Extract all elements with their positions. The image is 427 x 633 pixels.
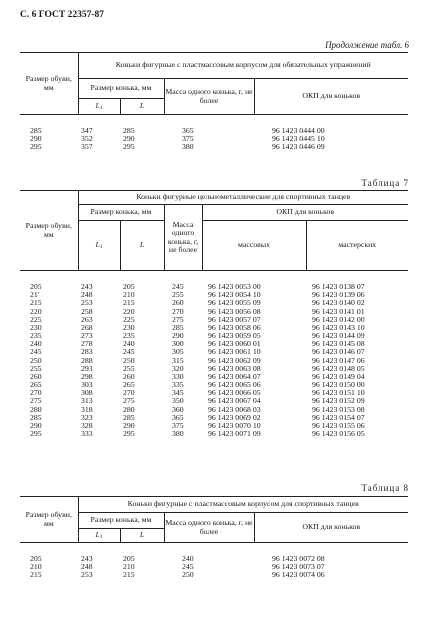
- table-cell: 245: [172, 282, 184, 291]
- page-header: С. 6 ГОСТ 22357-87: [20, 10, 105, 20]
- table-cell: 265: [123, 380, 135, 390]
- table7-size-header: Размер обуви, мм: [20, 191, 78, 271]
- table-cell: 308: [81, 388, 93, 398]
- table-cell: 268: [81, 322, 93, 332]
- table-row: 205 243 205 240 96 1423 0072 08: [30, 554, 325, 563]
- table-cell: 235: [30, 331, 42, 341]
- table-cell: 283: [81, 347, 93, 357]
- table8-mass-header: Масса одного конька, г, не более: [164, 513, 254, 543]
- table-cell: 96 1423 0058 06: [208, 322, 261, 332]
- table-cell: 243: [81, 282, 93, 291]
- table-cell: 290: [30, 420, 42, 430]
- table-cell: 96 1423 0139 06: [312, 290, 365, 300]
- table-cell: 205: [123, 282, 135, 291]
- table-row: [20, 430, 408, 438]
- table-cell: 96 1423 0151 10: [312, 388, 365, 398]
- table-cell: 275: [123, 396, 135, 406]
- table7-okp-header: ОКП для коньков: [202, 205, 408, 221]
- table7-group-title: Коньки фигурные цельнометаллические для спортивных танцев: [78, 191, 408, 205]
- table-cell: 96 1423 0059 05: [208, 331, 261, 341]
- table-cell: 278: [81, 339, 93, 349]
- table-cell: 285: [30, 412, 42, 422]
- table-cell: 96 1423 0060 01: [208, 339, 261, 349]
- table-cell: 263: [81, 314, 93, 324]
- table-cell: 320: [172, 363, 184, 373]
- table-cell: 96 1423 0063 08: [208, 363, 261, 373]
- table7-mass-header: Масса одного конька, г, не более: [164, 205, 202, 271]
- table-cell: 350: [172, 396, 184, 406]
- table-cell: 205: [30, 282, 42, 291]
- table-row: 285 347 285 365 96 1423 0444 00: [30, 126, 325, 135]
- table-cell: 298: [81, 371, 93, 381]
- table7-mass-production-header: массовых: [202, 221, 306, 271]
- table-cell: 360: [172, 404, 184, 414]
- table7-label: Таблица 7: [361, 178, 409, 188]
- table-cell: 210: [123, 290, 135, 300]
- table-cell: 288: [81, 355, 93, 365]
- table-cell: 96 1423 0143 10: [312, 322, 365, 332]
- table-cell: 280: [30, 404, 42, 414]
- table-cell: 215: [30, 298, 42, 308]
- table-cell: 96 1423 0053 00: [208, 282, 261, 291]
- table-row: 295 357 295 380 96 1423 0446 09: [30, 142, 325, 152]
- table-cell: 313: [81, 396, 93, 406]
- table-cell: 96 1423 0067 04: [208, 396, 261, 406]
- table-cell: 96 1423 0069 02: [208, 412, 261, 422]
- table-row: 210 248 210 245 96 1423 0073 07: [30, 562, 325, 572]
- table-cell: 96 1423 0056 08: [208, 306, 261, 316]
- table-cell: 245: [123, 347, 135, 357]
- table-cell: 375: [172, 420, 184, 430]
- table-cell: 345: [172, 388, 184, 398]
- table8-size-header: Размер обуви, мм: [20, 497, 78, 543]
- table-cell: 270: [123, 388, 135, 398]
- table-cell: 275: [172, 314, 184, 324]
- table-cell: 250: [123, 355, 135, 365]
- table-cell: 96 1423 0055 09: [208, 298, 261, 308]
- table-cell: 96 1423 0148 05: [312, 363, 365, 373]
- table-cell: 96 1423 0147 06: [312, 355, 365, 365]
- table-cell: 215: [123, 298, 135, 308]
- table-cell: 270: [172, 306, 184, 316]
- table6-size-header: Размер обуви, мм: [20, 53, 78, 115]
- table-cell: 265: [30, 380, 42, 390]
- table-cell: 333: [81, 429, 93, 439]
- table-cell: 273: [81, 331, 93, 341]
- table-cell: 96 1423 0150 00: [312, 380, 365, 390]
- table-cell: 270: [30, 388, 42, 398]
- table6: [20, 52, 408, 152]
- table-cell: 96 1423 0068 03: [208, 404, 261, 414]
- table-cell: 225: [123, 314, 135, 324]
- table-cell: 96 1423 0064 07: [208, 371, 261, 381]
- table-cell: 96 1423 0138 07: [312, 282, 365, 291]
- table-cell: 96 1423 0141 01: [312, 306, 365, 316]
- table8-skate-size-header: Размер конька, мм: [78, 513, 164, 529]
- table-cell: 295: [30, 429, 42, 439]
- table6-l1-header: L1: [78, 99, 120, 115]
- table-cell: 315: [172, 355, 184, 365]
- table-cell: 96 1423 0140 02: [312, 298, 365, 308]
- table-cell: 240: [123, 339, 135, 349]
- table-cell: 318: [81, 404, 93, 414]
- table-cell: 260: [172, 298, 184, 308]
- table-cell: 258: [81, 306, 93, 316]
- table-cell: 260: [30, 371, 42, 381]
- table8: [20, 496, 408, 580]
- table6-mass-header: Масса одного конька, г, не более: [164, 79, 254, 115]
- table8-label: Таблица 8: [361, 483, 409, 493]
- table-row: 290 352 290 375 96 1423 0445 10: [30, 134, 325, 144]
- table-cell: 220: [30, 306, 42, 316]
- table-cell: 290: [123, 420, 135, 430]
- table-cell: 96 1423 0071 09: [208, 429, 261, 439]
- table-cell: 295: [123, 429, 135, 439]
- table-cell: 230: [30, 322, 42, 332]
- table-cell: 280: [123, 404, 135, 414]
- table-cell: 260: [123, 371, 135, 381]
- table-cell: 285: [172, 322, 184, 332]
- table-cell: 275: [30, 396, 42, 406]
- table-row: 215 253 215 250 96 1423 0074 06: [30, 570, 325, 580]
- table-cell: 290: [172, 331, 184, 341]
- table6-continuation-title: Продолжение табл. 6: [325, 40, 409, 50]
- table-cell: 96 1423 0152 09: [312, 396, 365, 406]
- table-cell: 230: [123, 322, 135, 332]
- table-cell: 303: [81, 380, 93, 390]
- table-cell: 96 1423 0070 10: [208, 420, 261, 430]
- table-cell: 335: [172, 380, 184, 390]
- table7-workshop-header: мастерских: [306, 221, 408, 271]
- table8-l-header: L: [120, 529, 164, 543]
- table8-l1-header: L1: [78, 529, 120, 543]
- table-cell: 96 1423 0061 10: [208, 347, 261, 357]
- table-cell: 96 1423 0155 06: [312, 420, 365, 430]
- table-cell: 96 1423 0153 08: [312, 404, 365, 414]
- table-cell: 96 1423 0146 07: [312, 347, 365, 357]
- table-cell: 21': [30, 290, 40, 300]
- table7-l1-header: L1: [78, 221, 120, 271]
- table-cell: 293: [81, 363, 93, 373]
- table-cell: 240: [30, 339, 42, 349]
- table6-group-title: Коньки фигурные с пластмассовым корпусом для обязательных упражнений: [78, 53, 408, 79]
- table-cell: 235: [123, 331, 135, 341]
- table-cell: 96 1423 0065 06: [208, 380, 261, 390]
- table-cell: 96 1423 0154 07: [312, 412, 365, 422]
- table-cell: 96 1423 0057 07: [208, 314, 261, 324]
- table-cell: 96 1423 0156 05: [312, 429, 365, 439]
- table-cell: 96 1423 0145 08: [312, 339, 365, 349]
- table-cell: 300: [172, 339, 184, 349]
- table-cell: 253: [81, 298, 93, 308]
- table-cell: 255: [172, 290, 184, 300]
- table8-group-title: Коньки фигурные с пластмассовым корпусом для спортивных танцев: [78, 497, 408, 513]
- table-cell: 380: [172, 429, 184, 439]
- table-cell: 96 1423 0149 04: [312, 371, 365, 381]
- table6-skate-size-header: Размер конька, мм: [78, 79, 164, 99]
- table-cell: 96 1423 0062 09: [208, 355, 261, 365]
- table-cell: 248: [81, 290, 93, 300]
- table-cell: 323: [81, 412, 93, 422]
- table7: [20, 190, 408, 438]
- table-cell: 96 1423 0066 05: [208, 388, 261, 398]
- table-cell: 245: [30, 347, 42, 357]
- table-cell: 285: [123, 412, 135, 422]
- table-cell: 96 1423 0054 10: [208, 290, 261, 300]
- table-cell: 305: [172, 347, 184, 357]
- table-cell: 328: [81, 420, 93, 430]
- table-cell: 225: [30, 314, 42, 324]
- table-cell: 220: [123, 306, 135, 316]
- table6-okp-header: ОКП для коньков: [254, 79, 408, 115]
- table8-okp-header: ОКП для коньков: [254, 513, 408, 543]
- table-cell: 330: [172, 371, 184, 381]
- table-cell: 365: [172, 412, 184, 422]
- table7-skate-size-header: Размер конька, мм: [78, 205, 164, 221]
- table6-l-header: L: [120, 99, 164, 115]
- table7-l-header: L: [120, 221, 164, 271]
- table-cell: 250: [30, 355, 42, 365]
- table-cell: 255: [30, 363, 42, 373]
- table-cell: 96 1423 0144 09: [312, 331, 365, 341]
- table-cell: 96 1423 0142 00: [312, 314, 365, 324]
- table-cell: 255: [123, 363, 135, 373]
